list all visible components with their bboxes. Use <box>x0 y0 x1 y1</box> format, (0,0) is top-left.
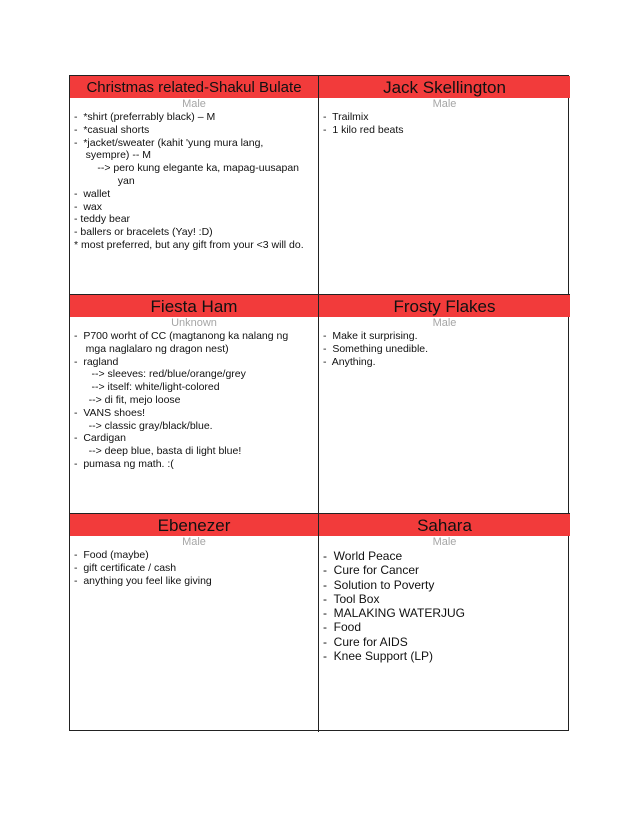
card-gender: Unknown <box>171 317 217 329</box>
list-item: - MALAKING WATERJUG <box>323 606 466 621</box>
card-frosty-flakes <box>319 295 570 514</box>
list-item: --> classic gray/black/blue. <box>74 419 213 432</box>
list-item: - Cure for AIDS <box>323 634 408 649</box>
card-name: Christmas related-Shakul Bulate <box>70 76 318 98</box>
card-christmas-related-shakul-bulate <box>70 76 319 295</box>
card-gender: Male <box>432 317 457 329</box>
wish-list <box>319 549 570 663</box>
list-item: --> di fit, mejo loose <box>74 393 181 406</box>
wish-list <box>319 111 570 137</box>
list-item: - teddy bear <box>74 213 131 226</box>
card-sahara <box>319 514 570 732</box>
list-item: - Make it surprising. <box>323 330 418 342</box>
list-item: - Cardigan <box>74 432 126 445</box>
card-gender: Male <box>182 98 206 110</box>
list-item: --> deep blue, basta di light blue! <box>74 445 242 458</box>
list-item: - wallet <box>74 187 111 200</box>
card-fiesta-ham <box>70 295 319 514</box>
list-item: - gift certificate / cash <box>74 561 177 574</box>
list-item: - Tool Box <box>323 591 380 606</box>
list-item: - ragland <box>74 355 119 368</box>
list-item: - *shirt (preferrably black) – M <box>74 111 216 123</box>
list-item: mga naglalaro ng dragon nest) <box>74 342 229 355</box>
card-name: Frosty Flakes <box>319 295 570 317</box>
card-name: Sahara <box>319 514 570 536</box>
list-item: - Cure for Cancer <box>323 563 420 578</box>
list-item: - wax <box>74 200 103 213</box>
list-item: - Something unedible. <box>323 342 429 355</box>
list-item: - *jacket/sweater (kahit 'yung mura lang, <box>74 136 264 149</box>
list-item: --> pero kung elegante ka, mapag-uusapan <box>74 162 300 175</box>
card-gender: Male <box>182 536 206 548</box>
card-name: Jack Skellington <box>319 76 570 98</box>
wish-list <box>319 330 570 368</box>
card-name: Ebenezer <box>70 514 318 536</box>
list-item: * most preferred, but any gift from your <3 will do. <box>74 238 304 251</box>
list-item: - Food (maybe) <box>74 549 149 561</box>
wish-list <box>70 111 318 252</box>
list-item: - ballers or bracelets (Yay! :D) <box>74 226 213 239</box>
list-item: - Solution to Poverty <box>323 577 435 592</box>
list-item: - Trailmix <box>323 111 369 123</box>
card-gender: Male <box>432 98 457 110</box>
wish-list <box>70 330 318 471</box>
card-ebenezer <box>70 514 319 732</box>
list-item: --> sleeves: red/blue/orange/grey <box>74 368 246 381</box>
list-item: - VANS shoes! <box>74 406 145 419</box>
list-item: - Food <box>323 620 362 635</box>
list-item: - *casual shorts <box>74 123 150 136</box>
card-gender: Male <box>432 536 457 548</box>
list-item: - World Peace <box>323 549 403 563</box>
list-item: - pumasa ng math. :( <box>74 457 174 470</box>
wishlist-table <box>69 75 569 731</box>
list-item: - 1 kilo red beats <box>323 123 404 136</box>
card-jack-skellington <box>319 76 570 295</box>
list-item: - Knee Support (LP) <box>323 649 434 664</box>
list-item: - P700 worht of CC (magtanong ka nalang ng <box>74 330 289 342</box>
list-item: syempre) -- M <box>74 149 152 162</box>
list-item: - anything you feel like giving <box>74 574 212 587</box>
list-item: yan <box>74 174 135 187</box>
card-name: Fiesta Ham <box>70 295 318 317</box>
wish-list <box>70 549 318 587</box>
list-item: --> itself: white/light-colored <box>74 381 220 394</box>
list-item: - Anything. <box>323 355 376 368</box>
